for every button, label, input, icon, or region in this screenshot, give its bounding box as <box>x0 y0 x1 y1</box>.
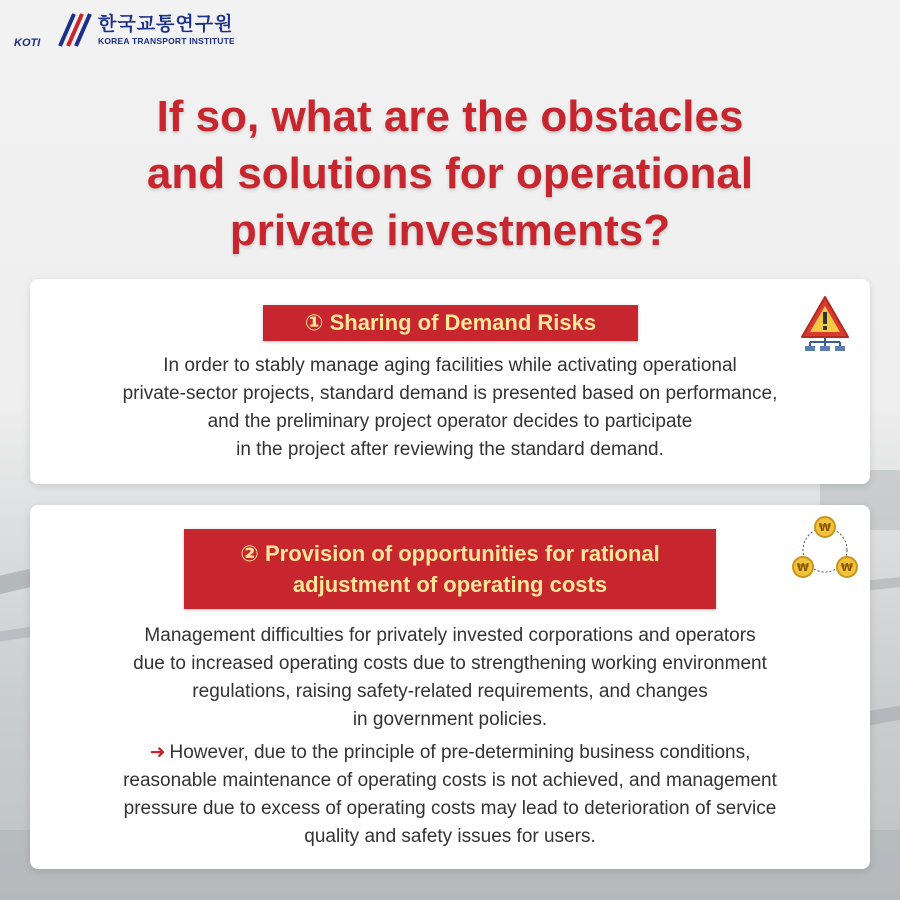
text-line: Management difficulties for privately invested corporations and operators <box>144 625 756 646</box>
text-line: and the preliminary project operator decides to participate <box>207 411 693 432</box>
brand-name-english: KOREA TRANSPORT INSTITUTE <box>98 35 235 46</box>
brand-logo[interactable] <box>14 10 235 50</box>
badge-line: ② Provision of opportunities for rational <box>240 541 660 566</box>
coin-icon <box>837 557 857 577</box>
arrow-right-icon: ➜ <box>149 742 166 763</box>
coin-icon <box>815 517 835 537</box>
text-line: reasonable maintenance of operating costs is not achieved, and management <box>123 770 777 791</box>
text-line-content: However, due to the principle of pre-determining business conditions, <box>169 742 751 763</box>
koti-logo-icon <box>14 10 92 50</box>
text-line: pressure due to excess of operating costs may lead to deterioration of service <box>123 798 777 819</box>
section-description <box>50 352 850 464</box>
text-line: regulations, raising safety-related requirements, and changes <box>192 681 708 702</box>
text-line: private-sector projects, standard demand is presented based on performance, <box>122 383 778 404</box>
section-title-badge <box>184 529 716 609</box>
operating-costs-card <box>30 505 870 869</box>
section-note <box>50 739 850 851</box>
demand-risk-card <box>30 279 870 484</box>
title-line: If so, what are the obstacles <box>156 92 744 141</box>
title-line: and solutions for operational <box>146 149 754 198</box>
coin-icon <box>793 557 813 577</box>
text-line: In order to stably manage aging facilities while activating operational <box>163 355 737 376</box>
title-line: private investments? <box>229 206 671 255</box>
svg-text:₩: ₩ <box>796 561 810 574</box>
brand-name-korean: 한국교통연구원 <box>98 13 234 35</box>
text-line <box>50 739 850 767</box>
won-coins-cycle-icon <box>788 513 862 581</box>
text-line: in the project after reviewing the standard demand. <box>236 439 664 460</box>
warning-network-icon <box>798 293 852 353</box>
page-title <box>40 88 860 259</box>
svg-text:₩: ₩ <box>840 561 854 574</box>
text-line: due to increased operating costs due to strengthening working environment <box>133 653 767 674</box>
section-description <box>50 622 850 734</box>
text-line: in government policies. <box>352 709 548 730</box>
svg-text:₩: ₩ <box>818 521 832 534</box>
section-title-badge: ① Sharing of Demand Risks <box>263 305 638 341</box>
badge-line: adjustment of operating costs <box>292 572 608 597</box>
text-line: quality and safety issues for users. <box>304 826 596 847</box>
svg-text:KOTI: KOTI <box>14 37 41 49</box>
